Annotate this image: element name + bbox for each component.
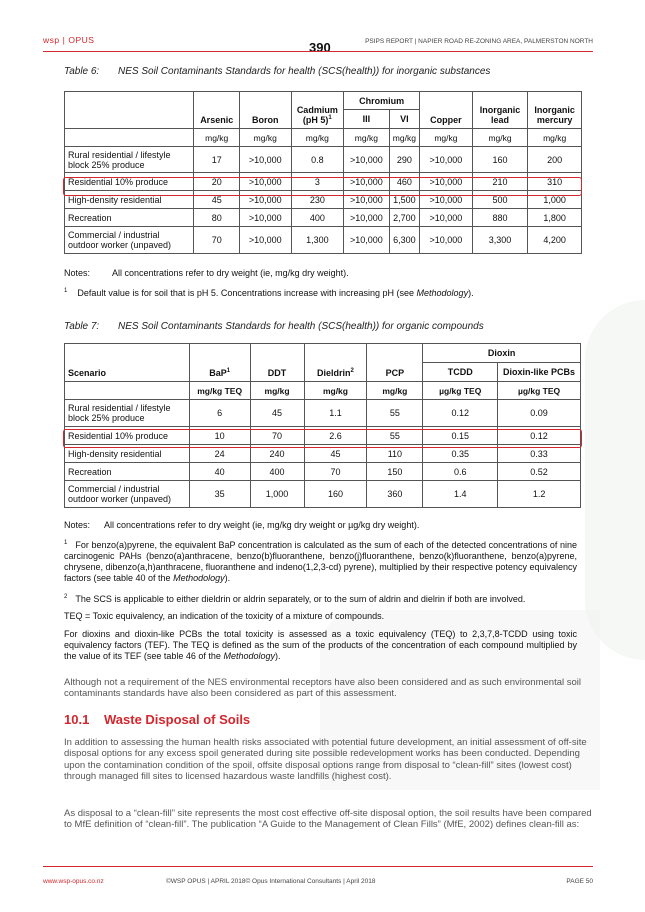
cadmium-sup: 1: [328, 115, 332, 121]
footnote-end: ).: [224, 573, 231, 583]
paragraph-assessment: In addition to assessing the human health risks associated with potential future development, an initial assessment of off-site disposal options for any excess spoil generated during site possible redevelopment works has been conducted. Depending upon the contamination condition of the spoil, offsite disposal options range from disposal to “clean-fill” sites (lowest cost) through managed fill sites to licensed hazardous waste landfills (highest cost).: [64, 737, 587, 782]
cell: 110: [367, 445, 423, 463]
table6-head-mercury: [528, 92, 582, 129]
cell: 0.8: [291, 147, 344, 173]
cell: 150: [367, 463, 423, 481]
cell: 2,700: [389, 209, 420, 227]
page-number: 390: [309, 40, 331, 55]
table6-unit: mg/kg: [291, 129, 344, 147]
cell: 160: [472, 147, 528, 173]
table6-head-boron: Boron: [239, 92, 291, 129]
cell: 160: [304, 481, 367, 508]
table7-caption: [64, 321, 484, 332]
table7-head-ddt: DDT: [250, 344, 304, 382]
row-label: High-density residential: [65, 445, 190, 463]
cell: 24: [189, 445, 250, 463]
dioxins-end: ).: [275, 651, 281, 661]
table6-unit: mg/kg: [239, 129, 291, 147]
footer-copyright: ©WSP OPUS | APRIL 2018© Opus International Consultants | April 2018: [166, 878, 376, 885]
cell: >10,000: [344, 147, 390, 173]
cell: 3,300: [472, 227, 528, 254]
cell: 0.12: [498, 427, 581, 445]
cell: >10,000: [239, 227, 291, 254]
table7-caption-text: NES Soil Contaminants Standards for health (SCS(health)) for organic compounds: [118, 321, 484, 332]
cell: 360: [367, 481, 423, 508]
footnote-text: For benzo(a)pyrene, the equivalent BaP concentration is calculated as the sum of each of the detected concentrations of nine carcinogenic PAHs (benzo(a)anthracene, benzo(b)fluoranthene, benzo(j)fluoranthene, benzo(k)fluoranthene, benzo(a)pyrene, chrysene, dibenzo(a,h)anthracene, fluoranthene and indeno(1,2,3-cd) pyrene), multiplied by their respective potency equivalency factors (see table 40 of the: [64, 540, 577, 583]
teq-definition: TEQ = Toxic equivalency, an indication of the toxicity of a mixture of compounds.: [64, 611, 385, 621]
table7-head-pcbs: Dioxin-like PCBs: [498, 363, 581, 382]
footnote-marker: 1: [64, 288, 68, 294]
cell: 460: [389, 173, 420, 191]
cell: 240: [250, 445, 304, 463]
cell: 55: [367, 400, 423, 427]
cell: >10,000: [420, 209, 473, 227]
cell: 200: [528, 147, 582, 173]
mercury-label-2: mercury: [536, 115, 573, 125]
cell: 1,300: [291, 227, 344, 254]
cell: 70: [304, 463, 367, 481]
cell: 1,800: [528, 209, 582, 227]
cell: >10,000: [420, 173, 473, 191]
cell: 400: [250, 463, 304, 481]
cell: 6: [189, 400, 250, 427]
table6-unit: mg/kg: [389, 129, 420, 147]
cell: 1,500: [389, 191, 420, 209]
cell: 230: [291, 191, 344, 209]
table7-highlight-residential: [63, 429, 582, 448]
table6-caption-number: Table 6:: [64, 66, 100, 77]
cell: >10,000: [239, 209, 291, 227]
cell: 10: [189, 427, 250, 445]
logo-opus: OPUS: [68, 35, 95, 45]
table-row: [65, 481, 581, 508]
cell: 17: [194, 147, 240, 173]
cell: >10,000: [344, 191, 390, 209]
report-title: PSIPS REPORT | NAPIER ROAD RE-ZONING AREA, PALMERSTON NORTH: [365, 38, 593, 45]
cell: >10,000: [239, 173, 291, 191]
footer-website[interactable]: www.wsp-opus.co.nz: [43, 878, 104, 885]
cell: >10,000: [420, 191, 473, 209]
cell: 4,200: [528, 227, 582, 254]
table-row: [65, 209, 582, 227]
footnote-em: Methodology: [173, 573, 225, 583]
row-label: Commercial / industrial outdoor worker (unpaved): [65, 481, 190, 508]
cell: 40: [189, 463, 250, 481]
table6-unit: mg/kg: [472, 129, 528, 147]
background-decoration-right: [585, 300, 645, 660]
row-label: Rural residential / lifestyle block 25% produce: [65, 400, 190, 427]
cell: 0.35: [423, 445, 498, 463]
logo-wsp: wsp: [43, 35, 60, 45]
cell: 0.52: [498, 463, 581, 481]
table6-units-row: [65, 129, 582, 147]
cell: >10,000: [239, 191, 291, 209]
bap-label: BaP: [209, 368, 227, 378]
dioxins-note: [64, 629, 577, 662]
cell: 3: [291, 173, 344, 191]
cell: 2.6: [304, 427, 367, 445]
table7-unit-blank: [65, 382, 190, 400]
cell: 0.09: [498, 400, 581, 427]
table7-head-pcp: PCP: [367, 344, 423, 382]
table-row: [65, 147, 582, 173]
table7-unit: mg/kg TEQ: [189, 382, 250, 400]
paragraph-clean-fill: As disposal to a “clean-fill” site represents the most cost effective off-site disposal option, the soil results have been compared to MfE definition of “clean-fill”. The publication “A Guide to the Management of Clean Fills” (MfE, 2002) defines clean-fill as:: [64, 808, 592, 831]
cell: 20: [194, 173, 240, 191]
row-label: Commercial / industrial outdoor worker (unpaved): [65, 227, 194, 254]
footnote-marker: 2: [64, 594, 68, 600]
footnote-end: ).: [468, 288, 474, 298]
table6: [64, 91, 582, 254]
section-heading: [64, 712, 250, 727]
table6-head-cr6: VI: [389, 110, 420, 129]
row-label: Rural residential / lifestyle block 25% produce: [65, 147, 194, 173]
table6-notes: [64, 268, 584, 279]
table7-notes-label: Notes:: [64, 520, 91, 530]
table6-footnote-1: [64, 286, 584, 299]
cell: 80: [194, 209, 240, 227]
table6-note-main: All concentrations refer to dry weight (ie, mg/kg dry weight).: [112, 268, 349, 278]
table-row: [65, 227, 582, 254]
section-title: Waste Disposal of Soils: [104, 712, 251, 727]
table6-unit: mg/kg: [420, 129, 473, 147]
table7-unit: mg/kg: [367, 382, 423, 400]
lead-label-2: lead: [491, 115, 510, 125]
cell: 1,000: [528, 191, 582, 209]
footnote-marker: 1: [64, 540, 68, 546]
cell: 400: [291, 209, 344, 227]
row-label: Recreation: [65, 209, 194, 227]
table6-unit: mg/kg: [344, 129, 390, 147]
bap-sup: 1: [226, 368, 231, 374]
cell: 880: [472, 209, 528, 227]
cell: >10,000: [344, 173, 390, 191]
table-row: [65, 400, 581, 427]
table6-head-cr3: III: [344, 110, 390, 129]
table7-units-row: [65, 382, 581, 400]
lead-label-1: Inorganic: [479, 105, 521, 115]
cell: 35: [189, 481, 250, 508]
cell: 1,000: [250, 481, 304, 508]
cell: 500: [472, 191, 528, 209]
cell: 45: [194, 191, 240, 209]
table7: [64, 343, 581, 508]
table7-note-main: All concentrations refer to dry weight (ie, mg/kg dry weight or µg/kg dry weight).: [104, 520, 420, 530]
cell: 55: [367, 427, 423, 445]
footer-page: PAGE 50: [566, 878, 593, 885]
table7-unit: µg/kg TEQ: [498, 382, 581, 400]
footnote-text: Default value is for soil that is pH 5. Concentrations increase with increasing pH (see: [77, 288, 415, 298]
cell: 290: [389, 147, 420, 173]
cell: 210: [472, 173, 528, 191]
row-label: Recreation: [65, 463, 190, 481]
cell: 1.1: [304, 400, 367, 427]
dieldrin-label: Dieldrin: [317, 368, 351, 378]
table7-head-scenario: Scenario: [65, 344, 190, 382]
cell: 310: [528, 173, 582, 191]
table7-unit: µg/kg TEQ: [423, 382, 498, 400]
cell: 1.2: [498, 481, 581, 508]
table6-head-chromium: Chromium: [344, 92, 420, 110]
dioxins-text: For dioxins and dioxin-like PCBs the total toxicity is assessed as a toxic equivalency (TEQ) to 2,3,7,8-TCDD using toxic equivalency factors (TEF). The TEQ is defined as the sum of the products of the concentration of each compound multiplied by the value of its TEF (see table 46 of the: [64, 629, 577, 661]
table7-unit: mg/kg: [304, 382, 367, 400]
table6-highlight-residential: [63, 177, 582, 196]
cell: >10,000: [420, 147, 473, 173]
cadmium-label: Cadmium: [296, 105, 338, 115]
footnote-em: Methodology: [416, 288, 469, 298]
table-row: [65, 463, 581, 481]
table6-head-lead: [472, 92, 528, 129]
table6-caption-text: NES Soil Contaminants Standards for health (SCS(health)) for inorganic substances: [118, 66, 491, 77]
cell: 0.15: [423, 427, 498, 445]
table6-head-copper: Copper: [420, 92, 473, 129]
table7-notes: [64, 520, 584, 531]
header-divider: [43, 51, 593, 52]
paragraph-nes: Although not a requirement of the NES environmental receptors have also been considered and as such environmental soil contaminants standards have also been considered as part of this assessment.: [64, 677, 582, 700]
row-label: High-density residential: [65, 191, 194, 209]
table7-head-bap: [189, 344, 250, 382]
row-label: Residential 10% produce: [65, 173, 194, 191]
mercury-label-1: Inorganic: [534, 105, 575, 115]
cadmium-sub: (pH 5): [302, 115, 329, 125]
cell: 45: [304, 445, 367, 463]
table6-notes-label: Notes:: [64, 268, 91, 278]
table6-corner: [65, 92, 194, 129]
table7-head-dieldrin: [304, 344, 367, 382]
section-number: 10.1: [64, 712, 90, 727]
footnote-text: The SCS is applicable to either dieldrin or aldrin separately, or to the sum of aldrin and dielrin if both are involved.: [75, 594, 526, 604]
table6-unit: mg/kg: [528, 129, 582, 147]
table6-caption: [64, 66, 490, 77]
table6-head-arsenic: Arsenic: [194, 92, 240, 129]
cell: 0.12: [423, 400, 498, 427]
cell: 70: [250, 427, 304, 445]
table7-unit: mg/kg: [250, 382, 304, 400]
table6-unit: mg/kg: [194, 129, 240, 147]
cell: >10,000: [344, 209, 390, 227]
cell: >10,000: [344, 227, 390, 254]
cell: 70: [194, 227, 240, 254]
cell: 0.6: [423, 463, 498, 481]
cell: 6,300: [389, 227, 420, 254]
table6-unit-blank: [65, 129, 194, 147]
cell: 1.4: [423, 481, 498, 508]
row-label: Residential 10% produce: [65, 427, 190, 445]
cell: 0.33: [498, 445, 581, 463]
cell: 45: [250, 400, 304, 427]
cell: >10,000: [420, 227, 473, 254]
table7-head-dioxin: Dioxin: [423, 344, 581, 363]
dieldrin-sup: 2: [350, 368, 354, 374]
logo-separator: |: [62, 35, 66, 45]
company-logo: [43, 35, 94, 45]
dioxins-em: Methodology: [223, 651, 275, 661]
table6-head-cadmium: [291, 92, 344, 129]
table7-head-tcdd: TCDD: [423, 363, 498, 382]
table7-footnote-1: [64, 538, 577, 584]
cell: >10,000: [239, 147, 291, 173]
table7-footnote-2: [64, 592, 584, 605]
table7-caption-number: Table 7:: [64, 321, 100, 332]
footer-divider: [43, 866, 593, 867]
